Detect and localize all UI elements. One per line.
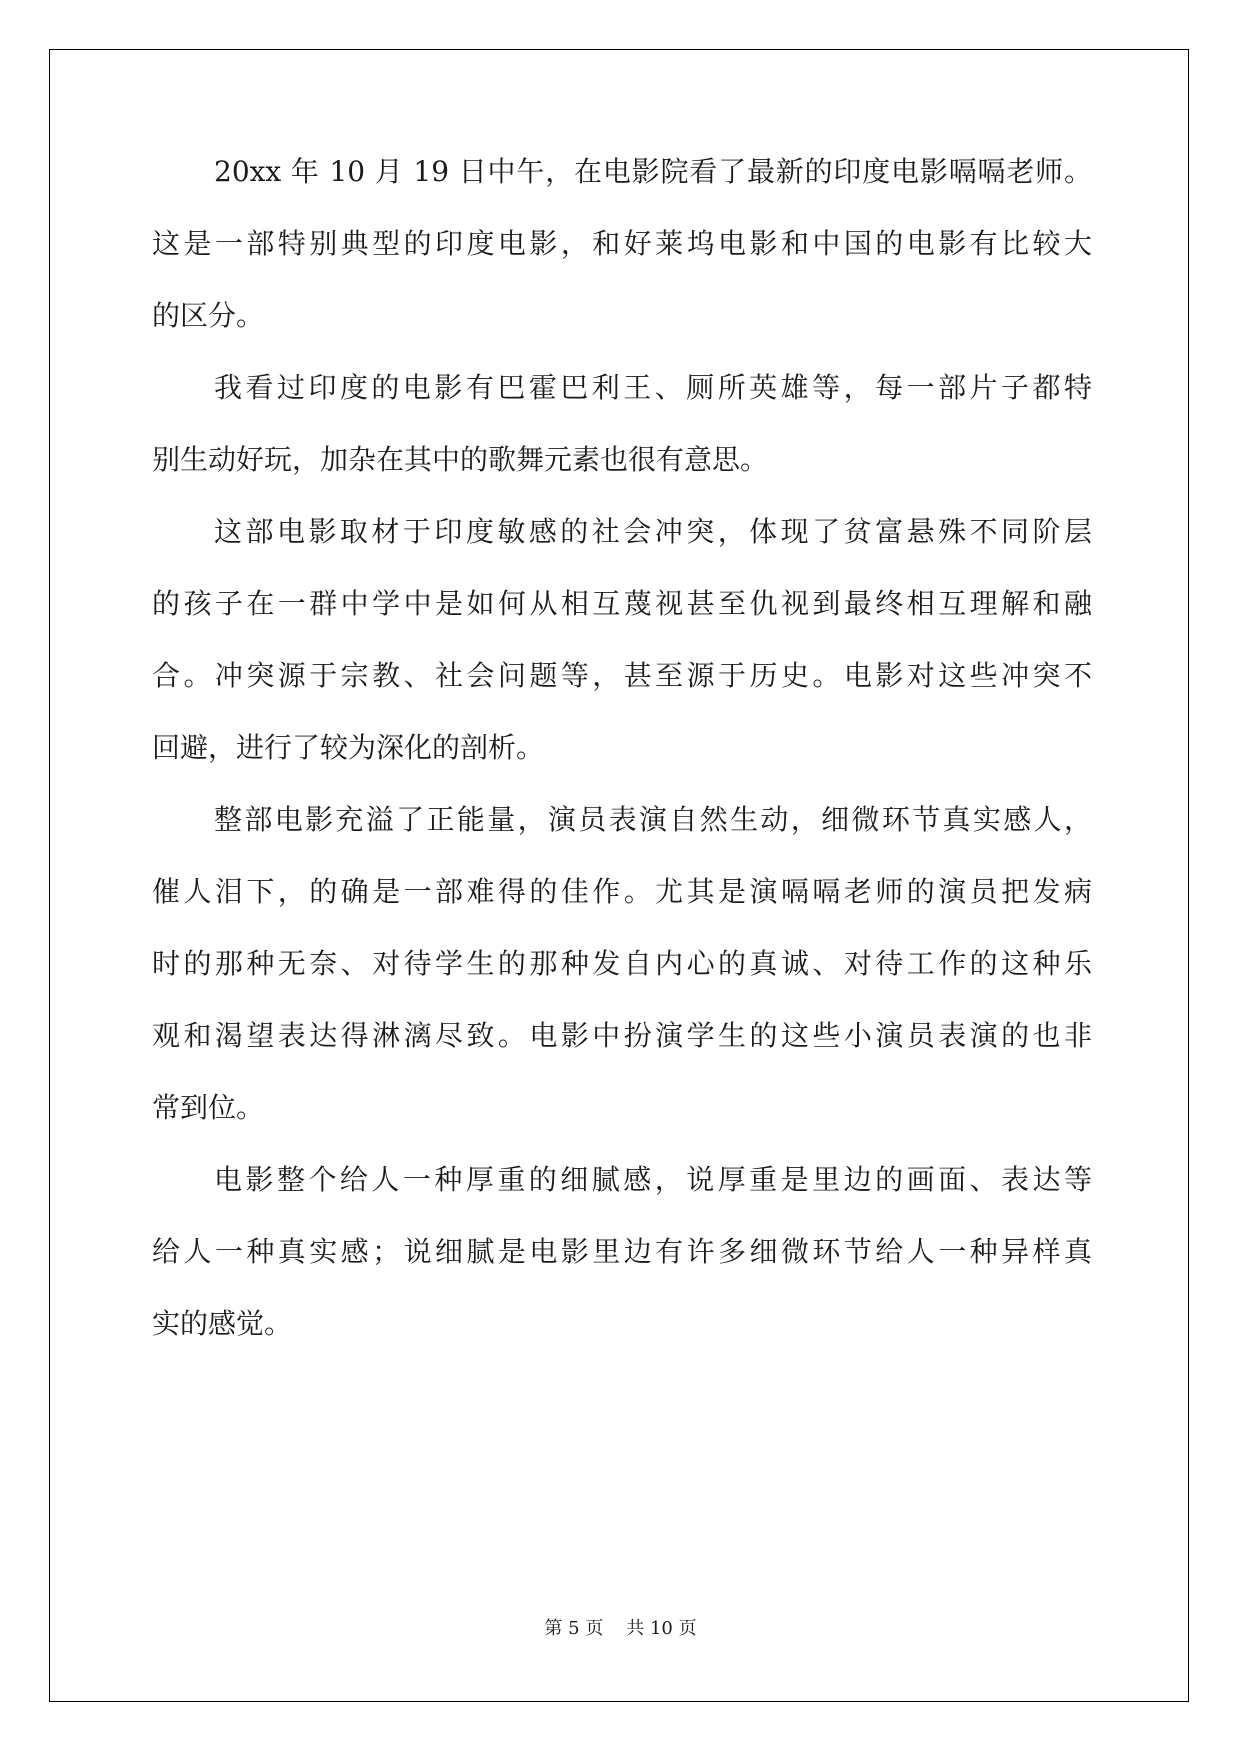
paragraph-1-line-1: 20xx 年 10 月 19 日中午，在电影院看了最新的印度电影嗝嗝老师。 [214, 155, 1092, 188]
paragraph-5-line-1: 电影整个给人一种厚重的细腻感，说厚重是里边的画面、表达等 [214, 1163, 1092, 1196]
paragraph-4-line-3: 时的那种无奈、对待学生的那种发自内心的真诚、对待工作的这种乐 [152, 947, 1092, 980]
paragraph-3-line-1: 这部电影取材于印度敏感的社会冲突，体现了贫富悬殊不同阶层 [214, 515, 1092, 548]
paragraph-2-line-2: 别生动好玩，加杂在其中的歌舞元素也很有意思。 [152, 443, 769, 476]
paragraph-1-line-3: 的区分。 [152, 299, 265, 332]
paragraph-5-line-3: 实的感觉。 [152, 1307, 293, 1340]
paragraph-3-line-3: 合。冲突源于宗教、社会问题等，甚至源于历史。电影对这些冲突不 [152, 659, 1092, 692]
paragraph-4-line-4: 观和渴望表达得淋漓尽致。电影中扮演学生的这些小演员表演的也非 [152, 1019, 1092, 1052]
page-footer [0, 1616, 1241, 1642]
paragraph-5-line-2: 给人一种真实感；说细腻是电影里边有许多细微环节给人一种异样真 [152, 1235, 1092, 1268]
page-number: 第 5 页 [544, 1618, 604, 1639]
paragraph-4-line-5: 常到位。 [152, 1091, 265, 1124]
paragraph-3-line-4: 回避，进行了较为深化的剖析。 [152, 731, 545, 764]
paragraph-4-line-2: 催人泪下，的确是一部难得的佳作。尤其是演嗝嗝老师的演员把发病 [152, 875, 1092, 908]
paragraph-4-line-1: 整部电影充溢了正能量，演员表演自然生动，细微环节真实感人， [214, 803, 1092, 836]
paragraph-3-line-2: 的孩子在一群中学中是如何从相互蔑视甚至仇视到最终相互理解和融 [152, 587, 1092, 620]
paragraph-2-line-1: 我看过印度的电影有巴霍巴利王、厕所英雄等，每一部片子都特 [214, 371, 1092, 404]
paragraph-1-line-2: 这是一部特别典型的印度电影，和好莱坞电影和中国的电影有比较大 [152, 227, 1092, 260]
page-total: 共 10 页 [626, 1618, 697, 1639]
